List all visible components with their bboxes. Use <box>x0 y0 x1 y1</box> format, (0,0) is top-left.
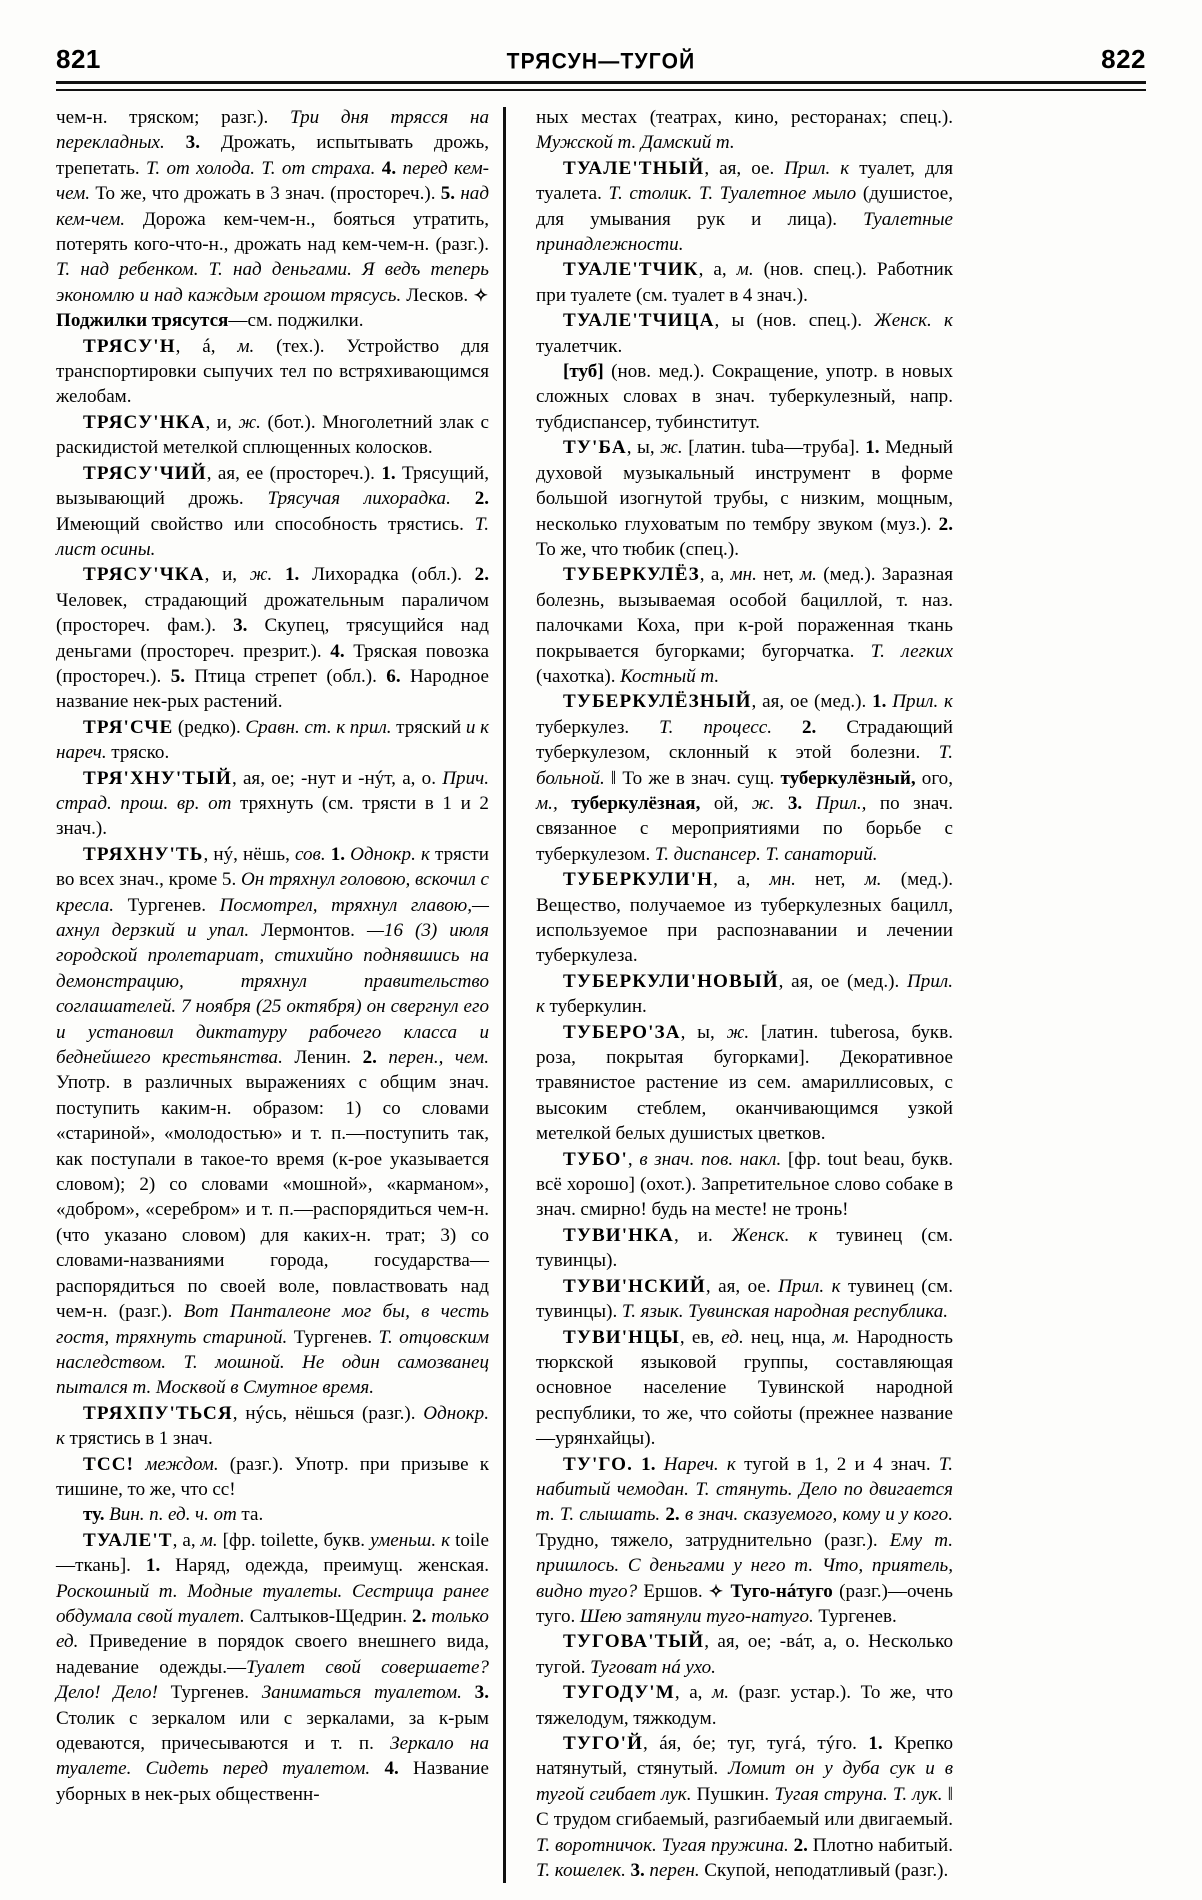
running-title: ТРЯСУН—ТУГОЙ <box>506 49 696 74</box>
entry-tugovatyy: ТУГОВА'ТЫЙ, ая, ое; -вáт, а, о. Несколько тугой. Туговат нá ухо. <box>536 1631 953 1678</box>
entry-tugodum: ТУГОДУ'М, а, м. (разг. устар.). То же, что тяжелодум, тяжкодум. <box>536 1682 953 1729</box>
entry-tuvinka: ТУВИ'НКА, и. Женск. к тувинец (см. тувинцы). <box>536 1224 953 1272</box>
entry-tuberkuleznyy: ТУБЕРКУЛЁЗНЫЙ, ая, ое (мед.). 1. Прил. к туберкулез. Т. процесс. 2. Страдающий туберкулезом, склонный к этой болезни. Т. больной. ‖ То же в знач. сущ. туберкулёзный, ого, м., туберкулёзная, ой, ж. 3. Прил., по знач. связанное с мероприятиями по борьбе с туберкулезом. Т. диспансер. Т. санаторий. <box>536 691 954 865</box>
entry-tryahnutsya: ТРЯХПУ'ТЬСЯ, нýсь, нёшься (разг.). Однокр. к трястись в 1 знач. <box>56 1402 489 1450</box>
entry-tuvinskiy: ТУВИ'НСКИЙ, ая, ое. Прил. к тувинец (см. тувинцы). Т. язык. Тувинская народная республика. <box>536 1275 953 1323</box>
entry-tuberoza: ТУБЕРО'ЗА, ы, ж. [латин. tuberosa, букв. роза, покрытая бугорками]. Декоративное травянистое растение из сем. амариллисовых, с высоким стеблем, оканчивающимся узкой метелкой белых душистых цветков. <box>536 1021 953 1145</box>
entry-tuberkulinovyy: ТУБЕРКУЛИ'НОВЫЙ, ая, ое (мед.). Прил. к туберкулин. <box>536 970 953 1018</box>
entry-tryahnutyy: ТРЯ'ХНУ'ТЫЙ, ая, ое; -нут и -нýт, а, о. Прич. страд. прош. вр. от тряхнуть (см. трясти в 1 и 2 знач.). <box>56 767 489 840</box>
entry-tryasuchiy: ТРЯСУ'ЧИЙ, ая, ее (простореч.). 1. Трясущий, вызывающий дрожь. Трясучая лихорадка. 2. Имеющий свойство или способность трястись. Т. лист осины. <box>56 462 490 560</box>
entry-tuba: ТУ'БА, ы, ж. [латин. tuba—труба]. 1. Медный духовой музыкальный инструмент в форме большой изогнутой трубы, с низким, мощным, несколько глуховатым по тембру звуком (муз.). 2. То же, что тюбик (спец.). <box>536 437 953 560</box>
entry-tuberkulin: ТУБЕРКУЛИ'Н, а, мн. нет, м. (мед.). Вещество, получаемое из туберкулезных бацилл, используемое при распознавании и лечении туберкулеза. <box>536 869 953 967</box>
page-content <box>56 44 1146 1883</box>
entry-tualetchitsa: ТУАЛЕ'ТЧИЦА, ы (нов. спец.). Женск. к туалетчик. <box>536 310 953 357</box>
entry-tugo: ТУ'ГО. 1. Нареч. к тугой в 1, 2 и 4 знач. Т. набитый чемодан. Т. стянуть. Дело по двигается т. Т. слышать. 2. в знач. сказуемого, кому и у кого. Трудно, тяжело, затруднительно (разг.). Ему т. пришлось. С деньгами у него т. Что, приятель, видно туго? Ершов. ✧ Туго-нáтуго (разг.)—очень туго. Шею затянули туго-натуго. Тургенев. <box>536 1453 954 1627</box>
entry-tryasuchka: ТРЯСУ'ЧКА, и, ж. 1. Лихорадка (обл.). 2. Человек, страдающий дрожательным параличом (простореч. фам.). 3. Скупец, трясущийся над деньгами (простореч. презрит.). 4. Тряская повозка (простореч.). 5. Птица стрепет (обл.). 6. Народное название нек-рых растений. <box>56 564 490 713</box>
running-head <box>56 44 1146 75</box>
entry-tualetchik: ТУАЛЕ'ТЧИК, а, м. (нов. спец.). Работник при туалете (см. туалет в 4 знач.). <box>536 259 953 306</box>
column-right <box>506 105 953 1883</box>
entry-tuberkulez: ТУБЕРКУЛЁЗ, а, мн. нет, м. (мед.). Заразная болезнь, вызываемая особой бациллой, т. наз. палочками Коха, при к-рой пораженная ткань покрывается бугорками; бугорчатка. Т. легких (чахотка). Костный т. <box>536 564 953 687</box>
entry-tubo: ТУБО', в знач. пов. накл. [фр. tout beau, букв. всё хорошо] (охот.). Запретительное слово собаке в знач. смирно! будь на месте! не тронь! <box>536 1148 953 1221</box>
entry-tugoy: ТУГО'Й, áя, óе; туг, тугá, тýго. 1. Крепко натянутый, стянутый. Ломит он у дуба сук и в тугой сгибает лук. Пушкин. Тугая струна. Т. лук. ‖ С трудом сгибаемый, разгибаемый или двигаемый. Т. воротничок. Тугая пружина. 2. Плотно набитый. Т. кошелек. 3. перен. Скупой, неподатливый (разг.). <box>536 1733 954 1882</box>
entry-tu: ту. Вин. п. ед. ч. от та. <box>83 1504 264 1526</box>
entry-tualet: ТУАЛЕ'Т, а, м. [фр. toilette, букв. уменьш. к toile—ткань]. 1. Наряд, одежда, преимущ. женская. Роскошный т. Модные туалеты. Сестрица ранее обдумала свой туалет. Салтыков-Щедрин. 2. только ед. Приведение в порядок своего внешнего вида, надевание одежды.—Туалет свой совершаете? Дело! Дело! Тургенев. Заниматься туалетом. 3. Столик с зеркалом или с зеркалами, за к-рым одеваются, причесываются и т. п. Зеркало на туалете. Сидеть перед туалетом. 4. Название уборных в нек-рых общественн- <box>56 1529 490 1805</box>
continuation-tryasti: чем-н. тряском; разг.). Три дня трясся на перекладных. 3. Дрожать, испытывать дрожь, трепетать. Т. от холода. Т. от страха. 4. перед кем-чем. То же, что дрожать в 3 знач. (простореч.). 5. над кем-чем. Дорожа кем-чем-н., бояться утратить, потерять кого-что-н., дрожать над кем-чем-н. (разг.). Т. над ребенком. Т. над деньгами. Я ведъ теперь экономлю и над каждым грошом трясусь. Лесков. ✧ Поджилки трясутся—см. поджилки. <box>56 107 490 332</box>
entry-tuvintsy: ТУВИ'НЦЫ, ев, ед. нец, нца, м. Народность тюркской языковой группы, составляющая основное население Тувинской народной республики, то же, что сойоты (прежнее название—урянхайцы). <box>536 1326 953 1450</box>
entry-tryasche: ТРЯ'СЧЕ (редко). Сравн. ст. к прил. тряский и к нареч. тряско. <box>56 716 490 764</box>
folio-right: 822 <box>1101 44 1146 74</box>
entry-tss: ТСС! междом. (разг.). Употр. при призыве к тишине, то же, что сс! <box>56 1453 489 1500</box>
entry-tryasunka: ТРЯСУ'НКА, и, ж. (бот.). Многолетний злак с раскидистой метелкой сплющенных колосков. <box>56 411 489 459</box>
entry-tualetnyy: ТУАЛЕ'ТНЫЙ, ая, ое. Прил. к туалет, для туалета. Т. столик. Т. Туалетное мыло (душистое, для умывания рук и лица). Туалетные принадлежности. <box>536 157 953 256</box>
entry-tub: [туб] (нов. мед.). Сокращение, употр. в новых сложных словах в знач. туберкулезный, напр. тубдиспансер, тубинститут. <box>536 361 953 433</box>
entry-tryahnut: ТРЯХНУ'ТЬ, нý, нёшь, сов. 1. Однокр. к трясти во всех знач., кроме 5. Он тряхнул головою, вскочил с кресла. Тургенев. Посмотрел, тряхнул главою,—ахнул дерзкий и упал. Лермонтов. —16 (3) июля городской пролетариат, стихийно поднявшись на демонстрацию, тряхнул правительство соглашателей. 7 ноября (25 октября) он свергнул его и установил диктатуру рабочего класса и беднейшего крестьянства. Ленин. 2. перен., чем. Употр. в различных выражениях с общим знач. поступить каким-н. образом: 1) со словами «стариной», «молодостью» и т. п.—поступить так, как поступали в такое-то время (к-рое указывается словом); 2) со словами «мошной», «карманом», «добром», «серебром» и т. п.—распорядиться чем-н. (что указано словом) для каких-н. трат; 3) со словами-названиями города, государства—распорядиться по своей воле, повластвовать над чем-н. (разг.). Вот Панталеоне мог бы, в честь гостя, тряхнуть стариной. Тургенев. Т. отцовским наследством. Т. мошной. Не один самозванец пытался т. Москвой в Смутное время. <box>56 843 490 1399</box>
entry-tryasun: ТРЯСУ'Н, á, м. (тех.). Устройство для транспортировки сыпучих тел по встряхивающимся желобам. <box>56 335 489 408</box>
column-left <box>56 105 503 1883</box>
continuation-tualet: ных местах (театрах, кино, ресторанах; спец.). Мужской т. Дамский т. <box>536 107 953 154</box>
folio-left: 821 <box>56 44 101 74</box>
header-rule <box>56 81 1146 91</box>
column-container <box>56 105 1146 1883</box>
